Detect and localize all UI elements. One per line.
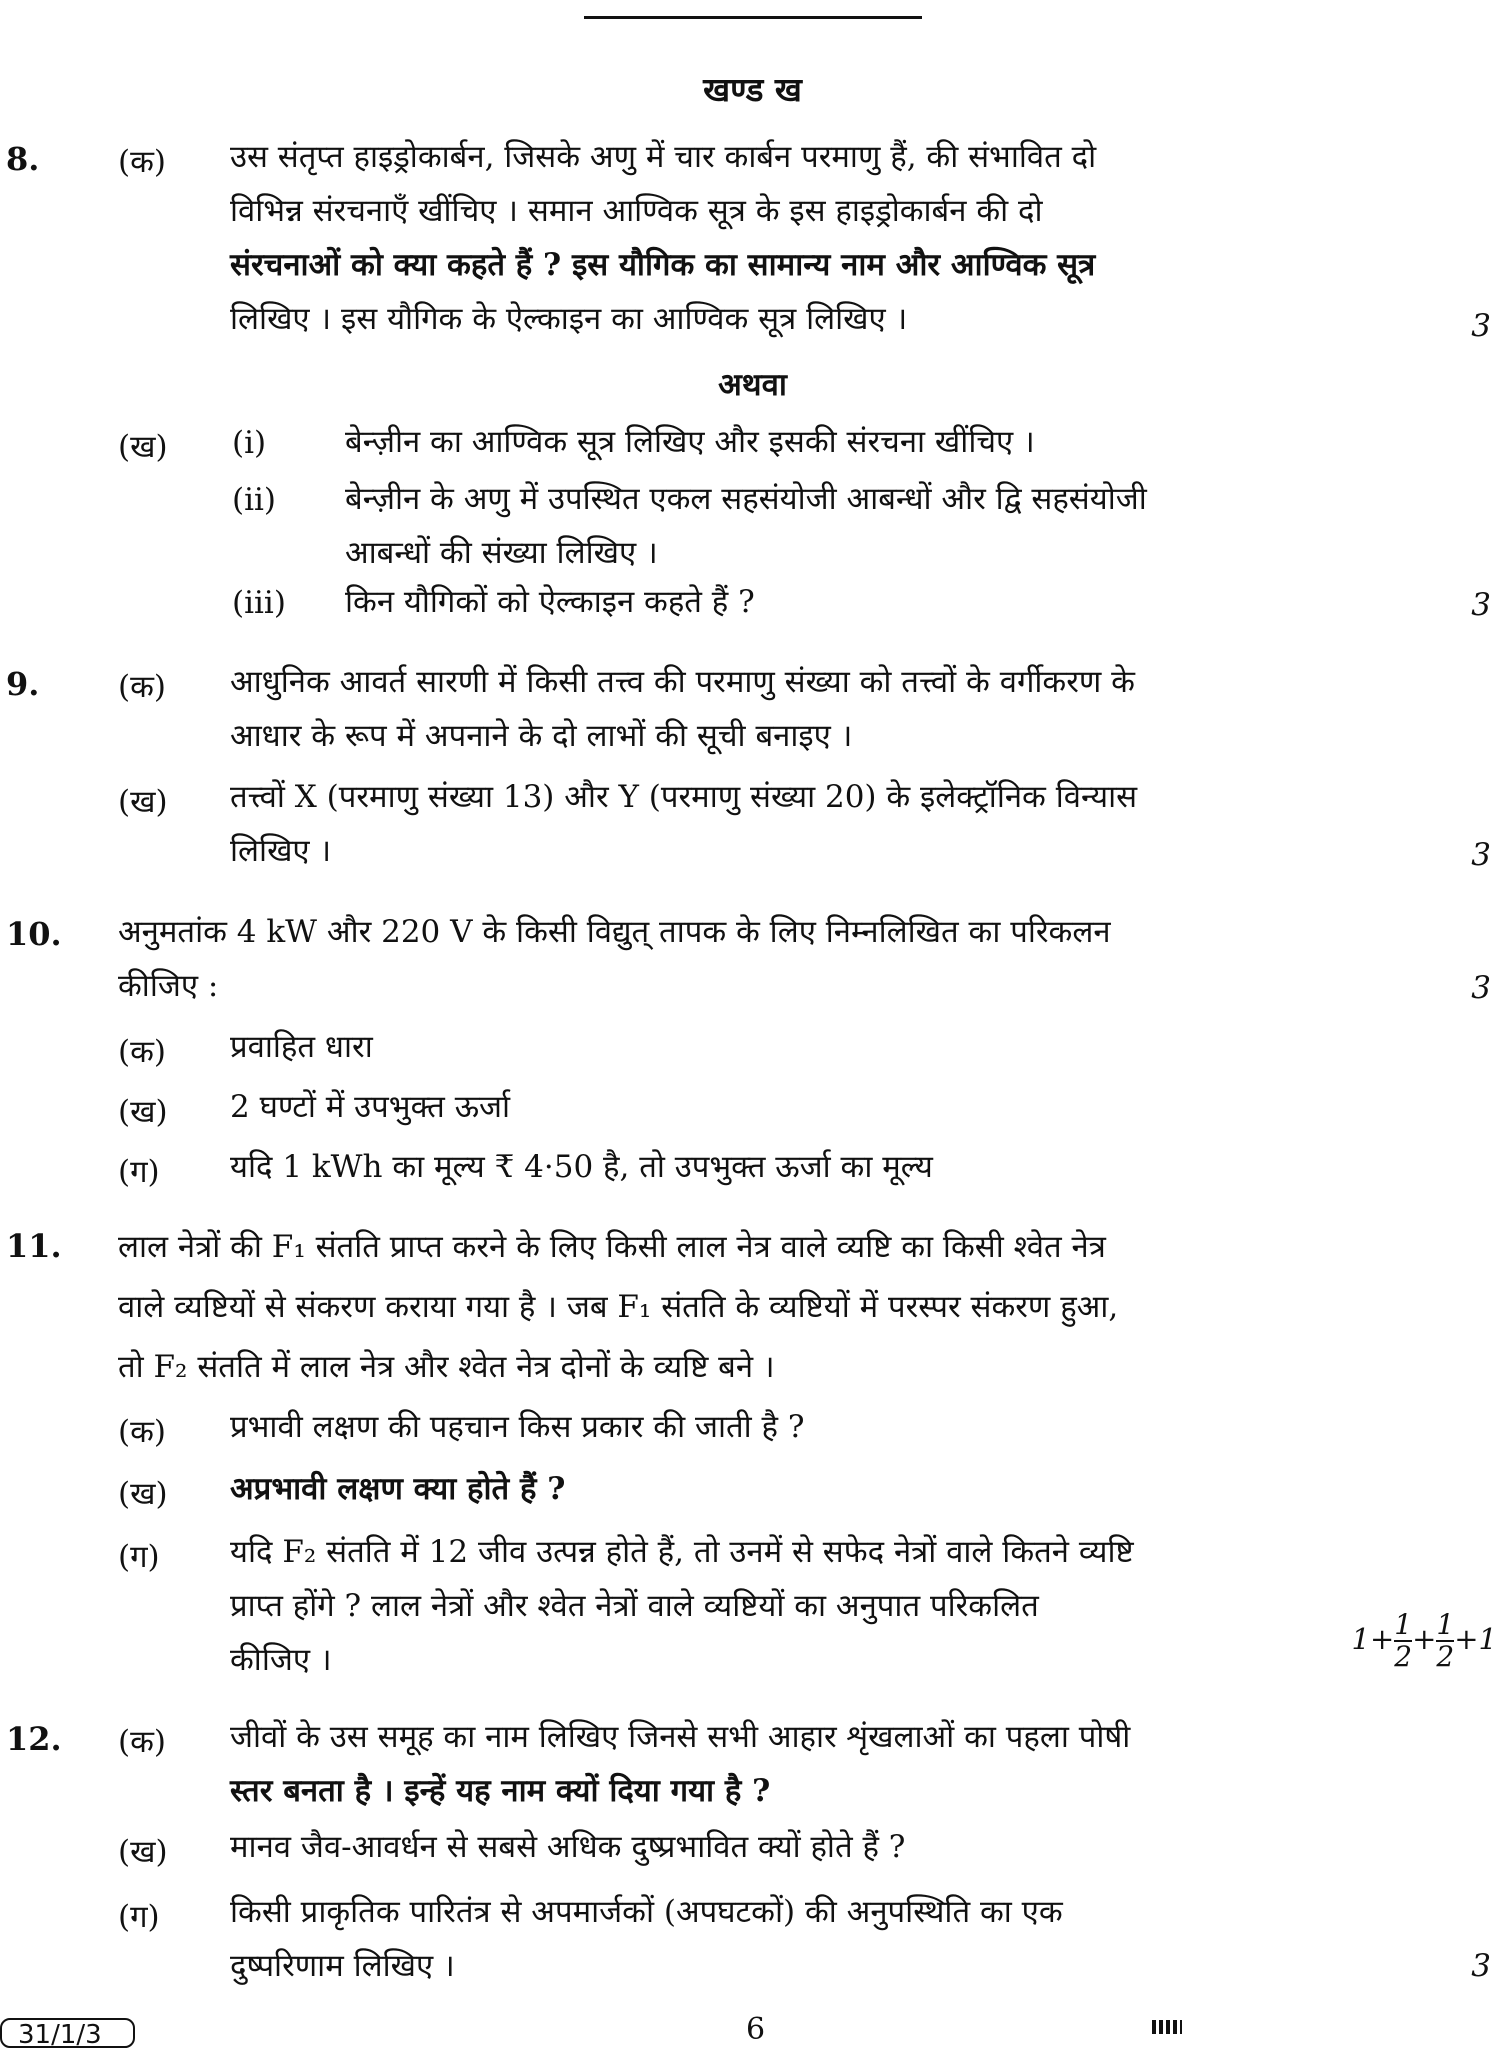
- option-label: (ख): [118, 429, 168, 465]
- option-text: [230, 1525, 1413, 1687]
- text-line: आबन्धों की संख्या लिखिए ।: [345, 535, 658, 571]
- text-line: कीजिए ।: [230, 1642, 332, 1678]
- option-label: (क): [118, 144, 166, 180]
- option-text: मानव जैव-आवर्धन से सबसे अधिक दुष्प्रभावित क्यों होते हैं ?: [230, 1829, 906, 1865]
- text-line: अनुमतांक 4 kW और 220 V के किसी विद्युत् तापक के लिए निम्नलिखित का परिकलन: [118, 914, 1111, 950]
- denominator: 2: [1394, 1640, 1413, 1673]
- text-line: स्तर बनता है । इन्हें यह नाम क्यों दिया गया है ?: [230, 1773, 771, 1809]
- option-label: (ख): [118, 1476, 168, 1512]
- paper-code: 31/1/3: [0, 2018, 135, 2048]
- option-label: (ख): [118, 1094, 168, 1130]
- marks: 3: [1471, 1948, 1491, 1984]
- qr-code-icon: [1152, 2020, 1182, 2034]
- text-line: तो F₂ संतति में लाल नेत्र और श्वेत नेत्र दोनों के व्यष्टि बने ।: [118, 1349, 775, 1385]
- text-line: उस संतृप्त हाइड्रोकार्बन, जिसके अणु में चार कार्बन परमाणु हैं, की संभावित दो: [230, 139, 1097, 175]
- plus-sign: +: [1412, 1622, 1437, 1656]
- question-number: 12.: [6, 1720, 62, 1758]
- numerator: 1: [1436, 1608, 1455, 1641]
- marks: 3: [1471, 837, 1491, 873]
- text-line: आधार के रूप में अपनाने के दो लाभों की सूची बनाइए ।: [230, 718, 853, 754]
- option-text: यदि 1 kWh का मूल्य ₹ 4·50 है, तो उपभुक्त ऊर्जा का मूल्य: [230, 1149, 933, 1185]
- option-label: (क): [118, 1414, 166, 1450]
- text-line: विभिन्न संरचनाएँ खींचिए । समान आण्विक सूत्र के इस हाइड्रोकार्बन की दो: [230, 193, 1043, 229]
- question-text: [118, 905, 1410, 1013]
- sub-text: किन यौगिकों को ऐल्काइन कहते हैं ?: [345, 584, 755, 620]
- text-line: तत्त्वों X (परमाणु संख्या 13) और Y (परमाणु संख्या 20) के इलेक्ट्रॉनिक विन्यास: [230, 779, 1138, 815]
- text-line: किसी प्राकृतिक पारितंत्र से अपमार्जकों (अपघटकों) की अनुपस्थिति का एक: [230, 1894, 1063, 1930]
- section-title: खण्ड ख: [703, 70, 802, 109]
- question-number: 8.: [6, 140, 40, 178]
- text-line: जीवों के उस समूह का नाम लिखिए जिनसे सभी आहार शृंखलाओं का पहला पोषी: [230, 1719, 1131, 1755]
- sub-label: (iii): [232, 585, 286, 621]
- or-label: अथवा: [718, 367, 787, 403]
- plus-sign: +: [1369, 1622, 1395, 1656]
- option-label: (ग): [118, 1154, 160, 1190]
- option-label: (ग): [118, 1539, 160, 1575]
- marks: 3: [1471, 587, 1491, 623]
- option-text: प्रवाहित धारा: [230, 1029, 373, 1065]
- option-label: (ख): [118, 784, 168, 820]
- denominator: 2: [1436, 1640, 1455, 1673]
- top-rule: [584, 16, 922, 19]
- option-label: (क): [118, 1034, 166, 1070]
- option-text: [230, 1885, 1410, 1993]
- fraction: [1394, 1610, 1412, 1672]
- text-line: कीजिए :: [118, 968, 219, 1004]
- option-text: प्रभावी लक्षण की पहचान किस प्रकार की जाती है ?: [230, 1409, 805, 1445]
- question-number: 10.: [6, 915, 62, 953]
- question-text: [118, 1217, 1410, 1397]
- text-line: दुष्परिणाम लिखिए ।: [230, 1948, 455, 1984]
- text-line: संरचनाओं को क्या कहते हैं ? इस यौगिक का सामान्य नाम और आण्विक सूत्र: [230, 247, 1096, 283]
- plus-sign: +: [1454, 1622, 1479, 1656]
- marks: 3: [1471, 970, 1491, 1006]
- option-label: (क): [118, 669, 166, 705]
- option-text: अप्रभावी लक्षण क्या होते हैं ?: [230, 1471, 566, 1507]
- sub-text: बेन्ज़ीन का आण्विक सूत्र लिखिए और इसकी संरचना खींचिए ।: [345, 424, 1035, 460]
- text-line: बेन्ज़ीन के अणु में उपस्थित एकल सहसंयोजी आबन्धों और द्वि सहसंयोजी: [345, 481, 1147, 517]
- question-text: [230, 130, 1410, 346]
- fraction: [1436, 1610, 1454, 1672]
- text-line: लाल नेत्रों की F₁ संतति प्राप्त करने के लिए किसी लाल नेत्र वाले व्यष्टि का किसी श्वेत नेत्र: [118, 1229, 1106, 1265]
- text-line: लिखिए ।: [230, 833, 332, 869]
- option-text: [230, 1710, 1410, 1818]
- marks: [1352, 1610, 1498, 1672]
- option-label: (ग): [118, 1899, 160, 1935]
- option-label: (ख): [118, 1834, 168, 1870]
- question-number: 9.: [6, 665, 40, 703]
- mark-value: 1: [1478, 1622, 1497, 1656]
- page-number: 6: [746, 2012, 766, 2047]
- option-text: 2 घण्टों में उपभुक्त ऊर्जा: [230, 1089, 511, 1125]
- marks: 3: [1471, 308, 1491, 344]
- numerator: 1: [1394, 1608, 1413, 1641]
- text-line: आधुनिक आवर्त सारणी में किसी तत्त्व की परमाणु संख्या को तत्त्वों के वर्गीकरण के: [230, 664, 1135, 700]
- sub-text: [345, 472, 1410, 580]
- sub-label: (ii): [232, 482, 277, 518]
- sub-label: (i): [232, 425, 267, 461]
- text-line: प्राप्त होंगे ? लाल नेत्रों और श्वेत नेत्रों वाले व्यष्टियों का अनुपात परिकलित: [230, 1588, 1039, 1624]
- mark-value: 1: [1351, 1622, 1370, 1656]
- text-line: यदि F₂ संतति में 12 जीव उत्पन्न होते हैं, तो उनमें से सफेद नेत्रों वाले कितने व्यष्टि: [230, 1534, 1134, 1570]
- text-line: वाले व्यष्टियों से संकरण कराया गया है । जब F₁ संतति के व्यष्टियों में परस्पर संकरण हुआ,: [118, 1289, 1119, 1325]
- question-text: [230, 655, 1410, 763]
- question-number: 11.: [6, 1227, 62, 1265]
- option-label: (क): [118, 1724, 166, 1760]
- text-line: लिखिए । इस यौगिक के ऐल्काइन का आण्विक सूत्र लिखिए ।: [230, 301, 908, 337]
- question-text: [230, 770, 1410, 878]
